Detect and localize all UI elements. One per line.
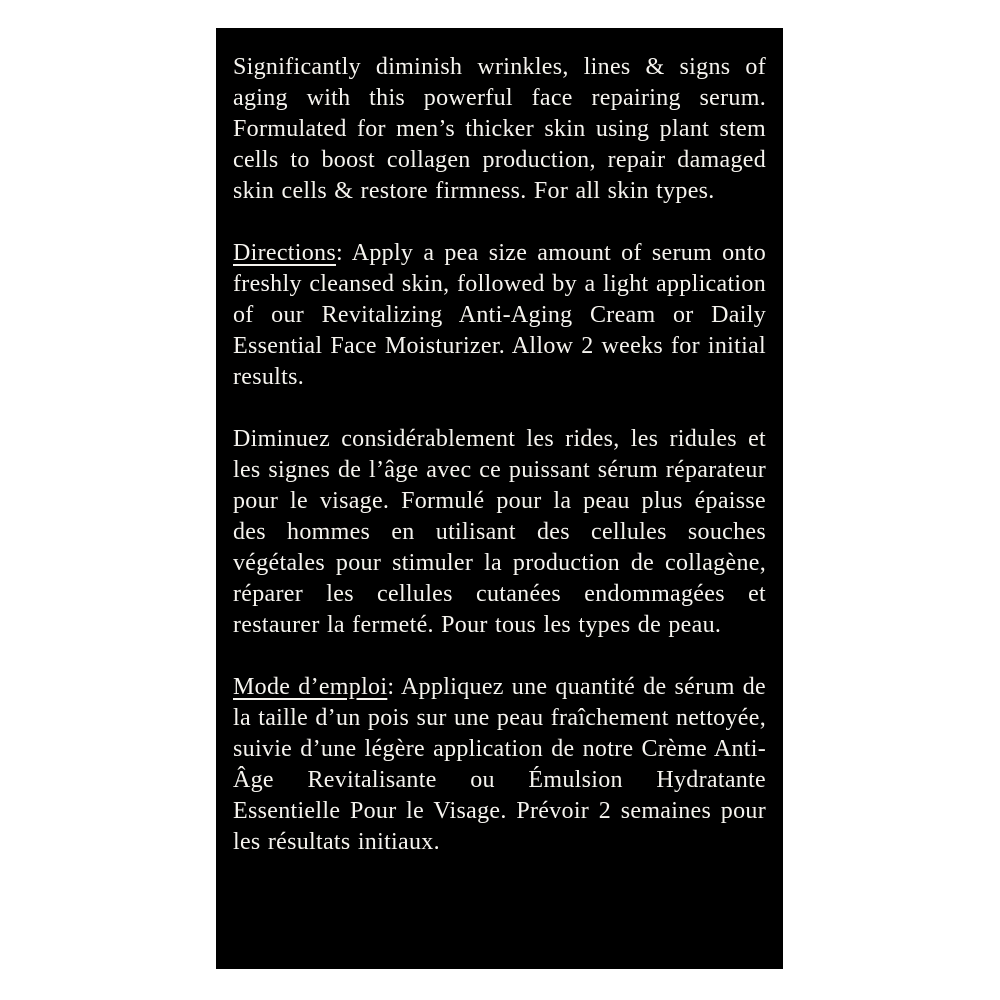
english-description-text: Significantly diminish wrinkles, lines & signs of aging with this powerful face repairing serum. Formulated for men’s thicker skin using plant stem cells to boost collagen production, repair damaged skin cells & restore firmness. For all skin types. — [233, 54, 766, 204]
directions-heading: Directions — [233, 240, 336, 266]
paragraph-french-description — [233, 424, 766, 641]
paragraph-directions-french — [233, 672, 766, 858]
directions-body-text: Apply a pea size amount of serum onto freshly cleansed skin, followed by a light application of our Revitalizing Anti-Aging Cream or Daily Essential Face Moisturizer. Allow 2 weeks for initial results. — [233, 240, 766, 390]
label-panel — [216, 28, 783, 969]
mode-demploi-heading: Mode d’emploi — [233, 674, 388, 700]
mode-demploi-colon: : — [387, 674, 395, 700]
french-description-text: Diminuez considérablement les rides, les ridules et les signes de l’âge avec ce puissant sérum réparateur pour le visage. Formulé pour la peau plus épaisse des hommes en utilisant des cellules souches végétales pour stimuler la production de collagène, réparer les cellules cutanées endommagées et restaurer la fermeté. Pour tous les types de peau. — [233, 426, 766, 638]
paragraph-english-description — [233, 52, 766, 207]
mode-demploi-body-text: Appliquez une quantité de sérum de la taille d’un pois sur une peau fraîchement nettoyée, suivie d’une légère application de notre Crème Anti-Âge Revitalisante ou Émulsion Hydratante Essentielle Pour le Visage. Prévoir 2 semaines pour les résultats initiaux. — [233, 674, 766, 855]
paragraph-directions-english — [233, 238, 766, 393]
directions-colon: : — [335, 240, 343, 266]
